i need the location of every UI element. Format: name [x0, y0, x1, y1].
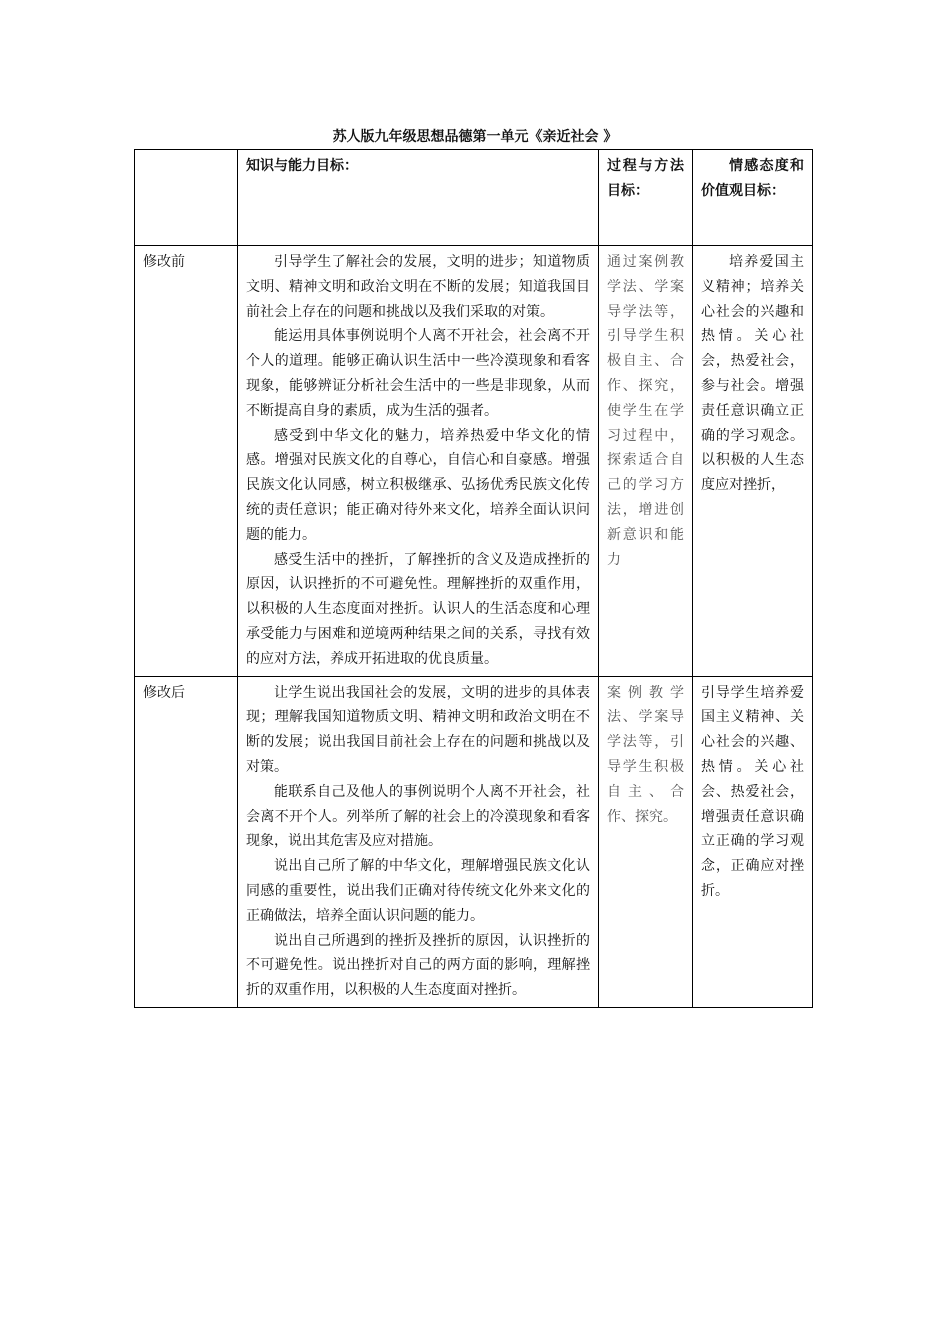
- knowledge-paragraph: 说出自己所了解的中华文化，理解增强民族文化认同感的重要性，说出我们正确对待传统文化外来文化的正确做法，培养全面认识问题的能力。: [246, 858, 590, 924]
- header-emotion: [693, 150, 813, 246]
- emotion-cell-after: 引导学生培养爱国主义精神、关心社会的兴趣、热情。关心社会、热爱社会，增强责任意识确立正确的学习观念，正确应对挫折。: [693, 676, 813, 1007]
- table-row: [135, 676, 813, 1007]
- knowledge-paragraph: 感受生活中的挫折，了解挫折的含义及造成挫折的原因，认识挫折的不可避免性。理解挫折的双重作用，以积极的人生态度面对挫折。认识人的生活态度和心理承受能力与困难和逆境两种结果之间的关系，寻找有效的应对方法，养成开拓进取的优良质量。: [246, 551, 590, 667]
- objectives-table: [134, 149, 813, 1008]
- row-label-after: 修改后: [135, 676, 238, 1007]
- header-knowledge: 知识与能力目标：: [238, 150, 599, 246]
- knowledge-paragraph: 能联系自己及他人的事例说明个人离不开社会，社会离不开个人。列举所了解的社会上的冷漠现象和看客现象，说出其危害及应对措施。: [246, 783, 590, 850]
- table-row: [135, 246, 813, 677]
- knowledge-paragraph: 感受到中华文化的魅力，培养热爱中华文化的情感。增强对民族文化的自尊心，自信心和自豪感。增强民族文化认同感，树立积极继承、弘扬优秀民族文化传统的责任意识；能正确对待外来文化，培养全面认识问题的能力。: [246, 427, 590, 543]
- knowledge-cell-before: [238, 246, 599, 677]
- knowledge-paragraph: 说出自己所遇到的挫折及挫折的原因，认识挫折的不可避免性。说出挫折对自己的两方面的影响，理解挫折的双重作用，以积极的人生态度面对挫折。: [246, 932, 590, 999]
- process-cell-after: 案例教学法、学案导学法等，引导学生积极自主、合作、探究。: [599, 676, 693, 1007]
- header-emotion-text: 情感态度和价值观目标：: [701, 158, 804, 199]
- header-blank-cell: [135, 150, 238, 246]
- knowledge-paragraph: 能运用具体事例说明个人离不开社会，社会离不开个人的道理。能够正确认识生活中一些冷漠现象和看客现象，能够辨证分析社会生活中的一些是非现象，从而不断提高自身的素质，成为生活的强者。: [246, 328, 590, 419]
- knowledge-paragraph: 让学生说出我国社会的发展，文明的进步的具体表现；理解我国知道物质文明、精神文明和政治文明在不断的发展；说出我国目前社会上存在的问题和挑战以及对策。: [246, 684, 590, 775]
- emotion-text-before: 培养爱国主义精神；培养关心社会的兴趣和热情。关心社会，热爱社会，参与社会。增强责任意识确立正确的学习观念。 以积极的人生态度应对挫折，: [701, 254, 804, 494]
- process-cell-before: 通过案例教学法、学案导学法等，引导学生积极自主、合作、探究，使学生在学习过程中，探索适合自己的学习方法，增进创新意识和能力: [599, 246, 693, 677]
- knowledge-paragraph: 引导学生了解社会的发展，文明的进步；知道物质文明、精神文明和政治文明在不断的发展；知道我国目前社会上存在的问题和挑战以及我们采取的对策。: [246, 254, 590, 320]
- header-process: 过程与方法目标：: [599, 150, 693, 246]
- table-header-row: [135, 150, 813, 246]
- page-title: 苏人版九年级思想品德第一单元《亲近社会 》: [332, 129, 618, 145]
- knowledge-cell-after: [238, 676, 599, 1007]
- row-label-before: 修改前: [135, 246, 238, 677]
- emotion-cell-before: [693, 246, 813, 677]
